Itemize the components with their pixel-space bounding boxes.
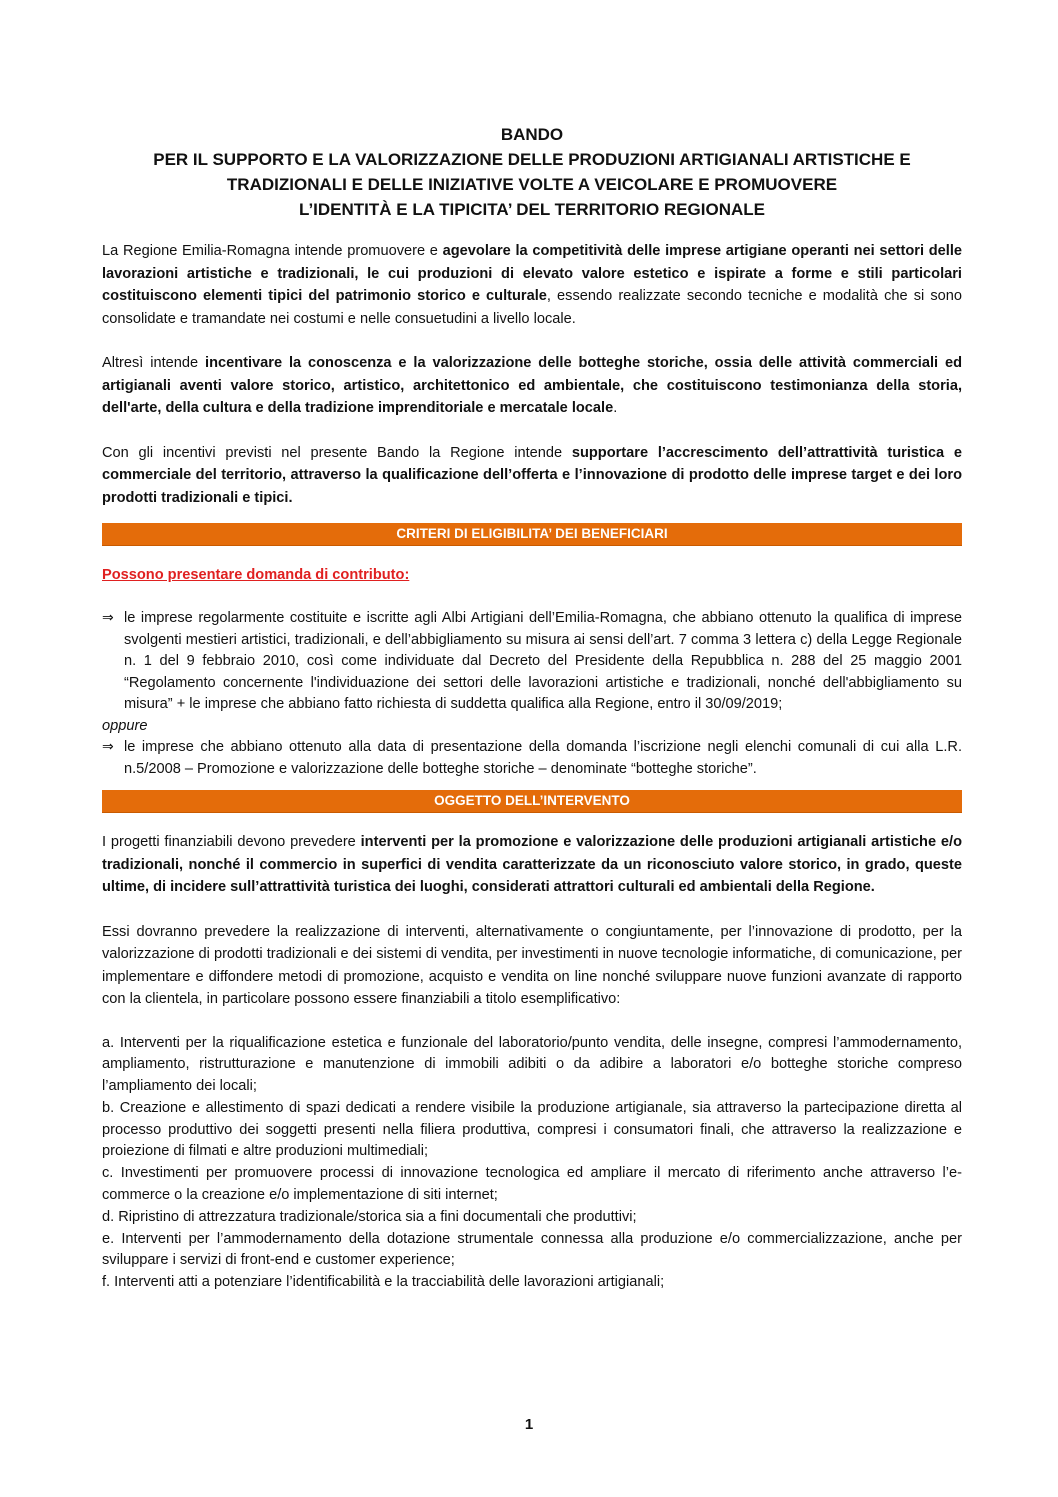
bullet-text: le imprese regolarmente costituite e iscritte agli Albi Artigiani dell’Emilia-Romagna, che abbiano ottenuto la qualifica di imprese svolgenti mestieri artistici, tradizionali, e dell’abbigliamento su misura ai sensi dell’art. 7 comma 3 lettera c) della Legge Regionale n. 1 del 9 febbraio 2010, così come individuate dal Decreto del Presidente della Repubblica n. 288 del 25 maggio 2001 “Regolamento concernente l'individuazione dei settori delle lavorazioni artistiche e tradizionali, nonché dell'abbigliamento su misura” + le imprese che abbiano fatto richiesta di suddetta qualifica alla Regione, entro il 30/09/2019; bbox=[124, 610, 962, 712]
text-run-bold: interventi per la promozione e valorizzazione delle produzioni artigianali artistiche e/o tradizionali, nonché il commercio in superfici di vendita caratterizzate da un riconosciuto valore storico, in grado, queste ultime, di incidere sull’attrattività turistica dei luoghi, considerati attrattori culturali ed ambientali della Regione. bbox=[102, 834, 962, 895]
title-line-2: PER IL SUPPORTO E LA VALORIZZAZIONE DELLE PRODUZIONI ARTIGIANALI ARTISTICHE E bbox=[153, 150, 911, 169]
eligibility-bullet-1 bbox=[102, 608, 962, 716]
section-heading-object: OGGETTO DELL’INTERVENTO bbox=[102, 790, 962, 813]
bullet-text: le imprese che abbiano ottenuto alla data di presentazione della domanda l’iscrizione negli elenchi comunali di cui alla L.R. n.5/2008 – Promozione e valorizzazione delle botteghe storiche – denominate “botteghe storiche”. bbox=[124, 739, 962, 777]
text-run-bold: incentivare la conoscenza e la valorizzazione delle botteghe storiche, ossia delle attività commerciali ed artigianali aventi valore storico, artistico, architettonico ed ambientale, che costituiscono testimonianza della storia, dell'arte, della cultura e della tradizione imprenditoriale e mercatale locale bbox=[102, 355, 962, 416]
intervention-list bbox=[102, 1033, 962, 1295]
oppure-label: oppure bbox=[102, 717, 148, 734]
list-item: e. Interventi per l’ammodernamento della dotazione strumentale connessa alla produzione e/o commercializzazione, anche per sviluppare i servizi di front-end e customer experience; bbox=[102, 1230, 962, 1269]
intro-paragraph-3 bbox=[102, 442, 962, 510]
list-item: c. Investimenti per promuovere processi di innovazione tecnologica ed ampliare il mercato di riferimento anche attraverso l’e-commerce o la creazione e/o implementazione di siti internet; bbox=[102, 1165, 962, 1204]
object-paragraph-1 bbox=[102, 831, 962, 899]
text-run-bold: agevolare la competitività delle imprese artigiane operanti nei settori delle lavorazioni artistiche e tradizionali, le cui produzioni di elevato valore estetico e ispirate a forme e stili particolari costituiscono elementi tipici del patrimonio storico e culturale bbox=[102, 243, 962, 304]
arrow-right-icon: ⇒ bbox=[102, 739, 114, 755]
text-run: Altresì intende bbox=[102, 355, 206, 371]
intro-paragraph-1 bbox=[102, 240, 962, 330]
text-run: . bbox=[613, 400, 618, 416]
list-item: f. Interventi atti a potenziare l’identificabilità e la tracciabilità delle lavorazioni artigianali; bbox=[102, 1274, 665, 1291]
section-heading-eligibility: CRITERI DI ELIGIBILITA’ DEI BENEFICIARI bbox=[102, 523, 962, 546]
title-line-1: BANDO bbox=[500, 125, 564, 144]
object-paragraph-2: Essi dovranno prevedere la realizzazione di interventi, alternativamente o congiuntamente, per l’innovazione di prodotto, per la valorizzazione di prodotti tradizionali e dei sistemi di vendita, per investimenti in nuove tecnologie informatiche, di comunicazione, per implementare e diffondere metodi di promozione, acquisto e vendita on line nonché sviluppare nuove funzioni avanzate di rapporto con la clientela, in particolare possono essere finanziabili a titolo esemplificativo: bbox=[102, 923, 962, 1007]
text-run-bold: supportare l’accrescimento dell’attrattività turistica e commerciale del territorio, attraverso la qualificazione dell’offerta e l’innovazione di prodotto delle imprese target e dei loro prodotti tradizionali e tipici. bbox=[102, 444, 963, 506]
page-number: 1 bbox=[524, 1416, 534, 1433]
list-item: b. Creazione e allestimento di spazi dedicati a rendere visibile la produzione artigianale, sia attraverso la partecipazione diretta al processo produttivo dei soggetti presenti nella filiera produttiva, compresi i consumatori finali, che attraverso la realizzazione e proiezione di filmati e altre produzioni multimediali; bbox=[102, 1099, 962, 1160]
list-item: a. Interventi per la riqualificazione estetica e funzionale del laboratorio/punto vendita, delle insegne, compresi l’ammodernamento, ampliamento, ristrutturazione e manutenzione di immobili adibiti o da adibire a laboratori e/o botteghe storiche compreso l’ampliamento dei locali; bbox=[102, 1034, 962, 1095]
title-line-4: L’IDENTITÀ E LA TIPICITA’ DEL TERRITORIO REGIONALE bbox=[299, 200, 765, 219]
eligibility-lead: Possono presentare domanda di contributo: bbox=[102, 567, 410, 583]
title-line-3: TRADIZIONALI E DELLE INIZIATIVE VOLTE A VEICOLARE E PROMUOVERE bbox=[226, 175, 838, 194]
eligibility-bullet-2 bbox=[102, 737, 962, 780]
document-title bbox=[102, 122, 962, 222]
text-run: La Regione Emilia-Romagna intende promuovere e bbox=[102, 243, 443, 259]
list-item: d. Ripristino di attrezzatura tradizionale/storica sia a fini documentali che produttivi; bbox=[102, 1208, 637, 1225]
arrow-right-icon: ⇒ bbox=[102, 610, 114, 626]
text-run: I progetti finanziabili devono prevedere bbox=[102, 834, 361, 850]
text-run: , essendo realizzate secondo tecniche e modalità che si sono consolidate e tramandate nei costumi e nelle consuetudini a livello locale. bbox=[102, 288, 962, 327]
intro-paragraph-2 bbox=[102, 352, 962, 420]
text-run: Con gli incentivi previsti nel presente Bando la Regione intende bbox=[102, 444, 572, 461]
